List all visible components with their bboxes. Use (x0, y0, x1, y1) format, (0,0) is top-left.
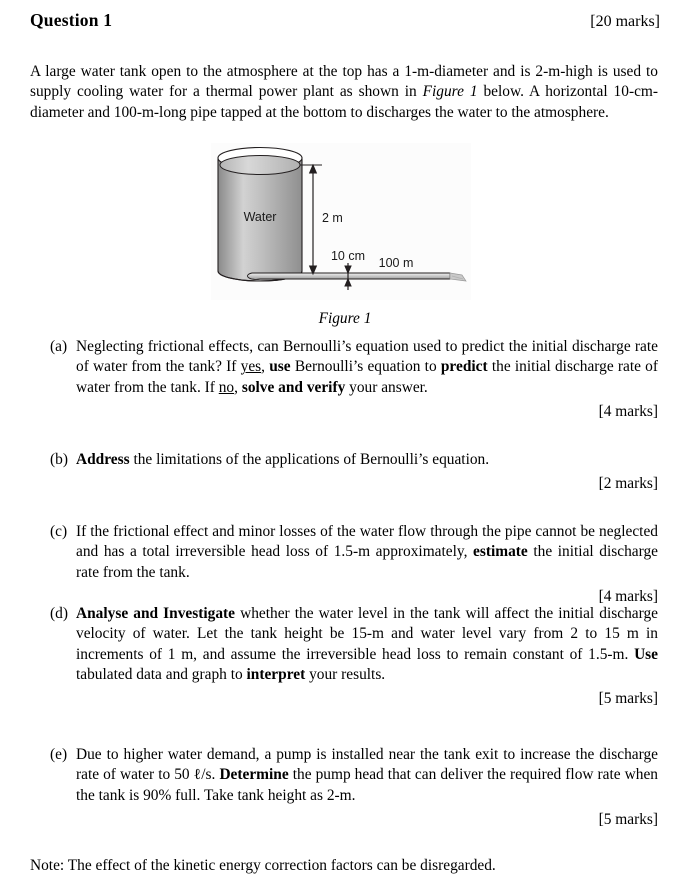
question-part-d (50, 604, 658, 709)
page-title: Question 1 (30, 10, 113, 30)
part-b-marks: [2 marks] (598, 475, 658, 493)
total-marks-label: [20 marks] (590, 13, 660, 30)
height-arrow-top (310, 165, 317, 173)
part-a-label: (a) (50, 338, 68, 355)
figure-caption: Figure 1 (318, 310, 372, 327)
part-e-label: (e) (50, 746, 68, 763)
part-e-marks: [5 marks] (598, 810, 658, 828)
part-c-marks: [4 marks] (598, 587, 658, 605)
part-a-text: Neglecting frictional effects, can Bernoulli’s equation used to predict the initial discharge rate of water from the tank? If yes, use Bernoulli’s equation to predict the initial discharge rate of water from the tank. If no, solve and verify your answer. (76, 338, 659, 396)
tank-water-label: Water (243, 210, 277, 224)
tank-and-pipe-diagram (200, 143, 490, 303)
pipe-diameter-label: 10 cm (330, 249, 366, 263)
note-text: Note: The effect of the kinetic energy correction factors can be disregarded. (30, 857, 496, 874)
intro-paragraph (30, 62, 658, 123)
part-c-label: (c) (50, 523, 68, 540)
diameter-arrow-top (345, 266, 351, 273)
part-e-text: Due to higher water demand, a pump is installed near the tank exit to increase the discharge rate of water to 50 ℓ/s. Determine the pump head that can deliver the required flow rate when the tank is 90% full. Take tank height as 2-m. (76, 746, 659, 804)
part-d-text: Analyse and Investigate whether the water level in the tank will affect the initial discharge velocity of water. Let the tank height be 15-m and water level vary from 2 to 15 m in increments of 1 m, and assume the irreversible head loss to remain constant of 1.5-m. Use tabulated data and graph to interpret your results. (76, 605, 659, 683)
question-part-c (50, 522, 658, 607)
question-part-a (50, 337, 658, 422)
intro-text-part1: A large water tank open to the atmosphere at the top has a 1-m-diameter and is 2-m-high is used to supply cooling water for a thermal power plant as shown in (30, 63, 658, 101)
water-surface (220, 156, 300, 175)
part-a-marks: [4 marks] (598, 402, 658, 420)
pipe-body (248, 273, 450, 279)
part-b-text: Address the limitations of the applications of Bernoulli’s equation. (76, 451, 490, 468)
tank-height-dimension (300, 165, 322, 274)
tank-height-label: 2 m (322, 211, 343, 225)
figure-1 (0, 143, 690, 328)
intro-figure-reference: Figure 1 (422, 83, 478, 101)
question-part-b (50, 450, 658, 495)
part-d-label: (d) (50, 605, 68, 622)
question-header (30, 10, 660, 31)
part-c-text: If the frictional effect and minor losses of the water flow through the pipe cannot be neglected and has a total irreversible head loss of 1.5-m approximately, estimate the initial discharge rate from the tank. (76, 523, 658, 581)
part-d-marks: [5 marks] (598, 690, 658, 708)
part-b-label: (b) (50, 451, 68, 468)
intro-text-part2: below. A horizontal 10-cm-diameter and 100-m-long pipe tapped at the bottom to discharges the water to the atmosphere. (30, 83, 658, 121)
pipe-length-label: 100 m (378, 256, 414, 270)
question-part-e (50, 745, 658, 830)
diameter-arrow-bottom (345, 279, 351, 286)
pipe-outlet (450, 273, 466, 281)
